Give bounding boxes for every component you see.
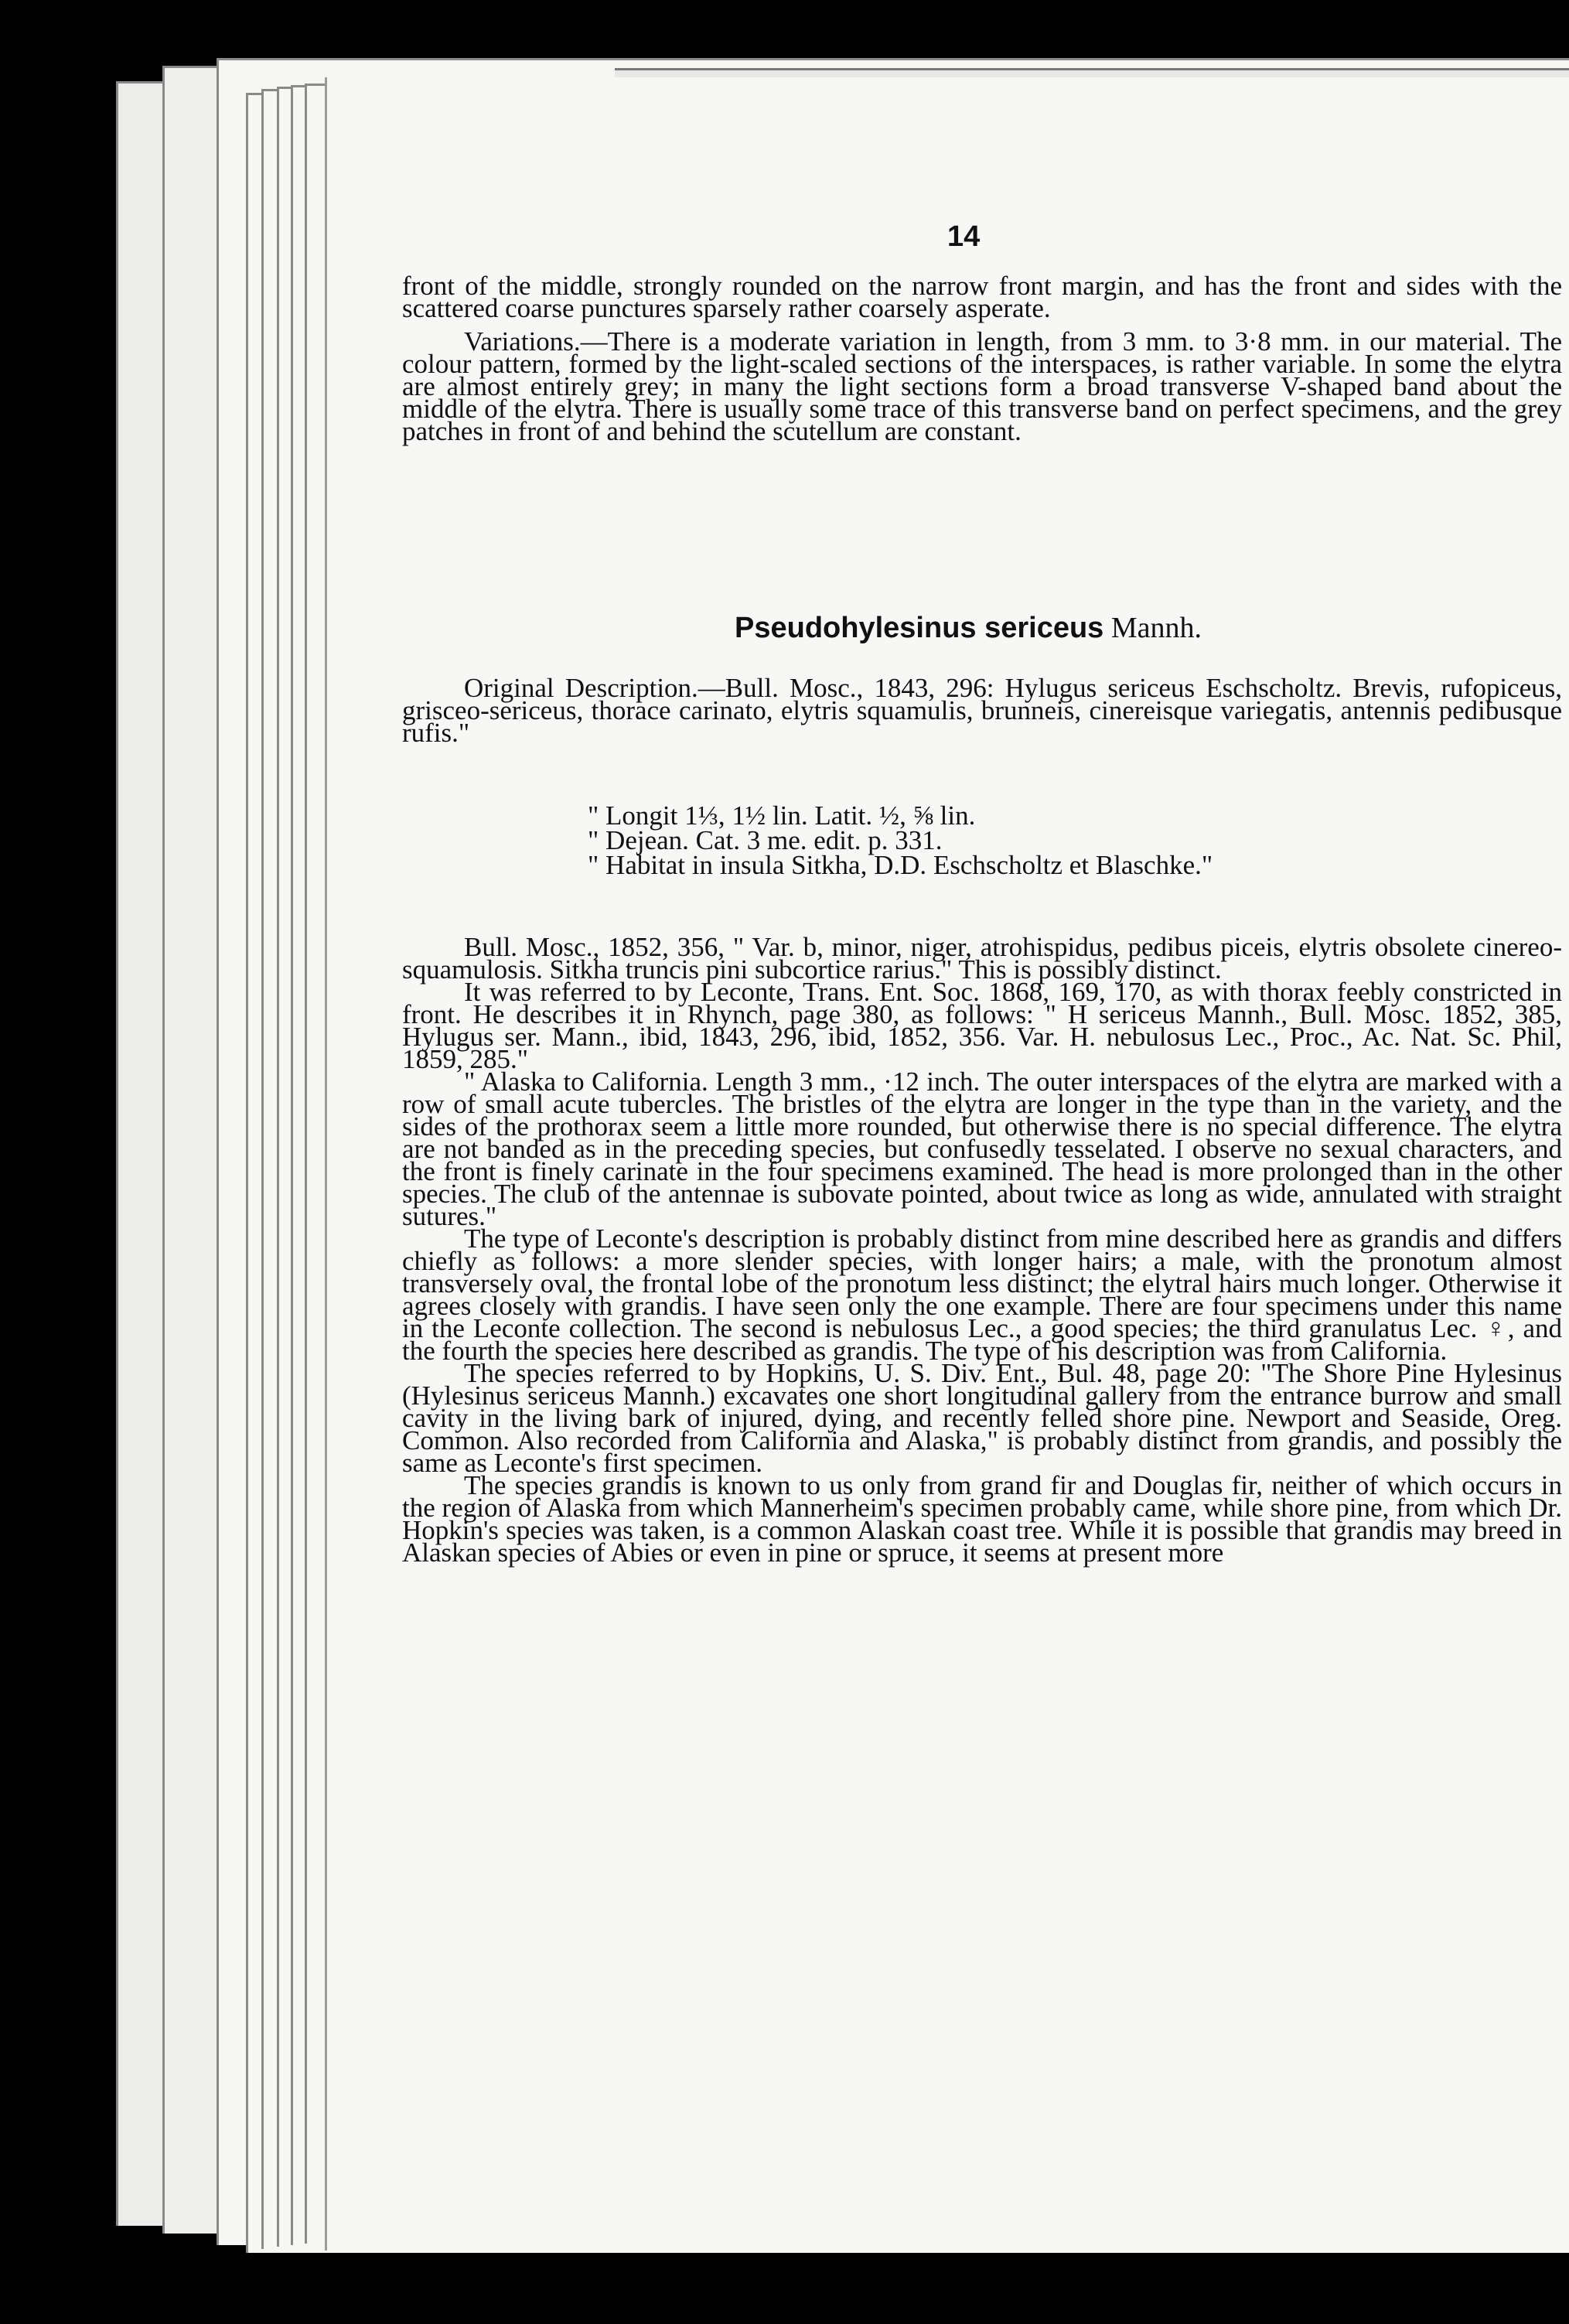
paragraph-type-comparison: The type of Leconte's description is probably distinct from mine described here as grandis and differs chiefly as follows: a more slender species, with longer hairs; a male, with the pronotum almost transversely oval, the frontal lobe of the pronotum less distinct; the elytral hairs much longer. Otherwise it agrees closely with grandis. I have seen only the one example. There are four specimens under this name in the Leconte collection. The second is nebulosus Lec., a good species; the third granulatus Lec. ♀, and the fourth the species here described as grandis. The type of his description was from California. <box>402 1223 1562 1366</box>
latin-quote-block <box>588 800 1516 880</box>
quote-line-1: " Longit 1⅓, 1½ lin. Latit. ½, ⅝ lin. <box>588 800 976 831</box>
species-name: Pseudohylesinus sericeus <box>735 612 1104 644</box>
paragraph-alaska-quote: " Alaska to California. Length 3 mm., ·12 inch. The outer interspaces of the elytra are marked with a row of small acute tubercles. The bristles of the elytra are longer in the type than in the variety, and the sides of the prothorax seem a little more rounded, but otherwise there is no special difference. The elytra are not banded as in the preceding species, but confusedly tesselated. I observe no sexual characters, and the front is finely carinate in the four specimens examined. The head is more prolonged than in the other species. The club of the antennae is subovate pointed, about twice as long as wide, annulated with straight sutures." <box>402 1066 1562 1231</box>
top-text-block <box>402 271 1562 446</box>
quote-line-2: " Dejean. Cat. 3 me. edit. p. 331. <box>588 825 943 855</box>
paragraph-continuation: front of the middle, strongly rounded on the narrow front margin, and has the front and sides with the scattered coarse punctures sparsely rather coarsely asperate. <box>402 271 1562 323</box>
quote-line-3: " Habitat in insula Sitkha, D.D. Eschscholtz et Blaschke." <box>588 850 1213 880</box>
paragraph-leconte-ref: It was referred to by Leconte, Trans. Ent. Soc. 1868, 169, 170, as with thorax feebly constricted in front. He describes it in Rhynch, page 380, as follows: " H sericeus Mannh., Bull. Mosc. 1852, 385, Hylugus ser. Mann., ibid, 1843, 296, ibid, 1852, 356. Var. H. nebulosus Lec., Proc., Ac. Nat. Sc. Phil, 1859, 285." <box>402 977 1562 1074</box>
species-heading <box>735 611 1202 645</box>
paragraph-variations: Variations.—There is a moderate variation in length, from 3 mm. to 3·8 mm. in our material. The colour pattern, formed by the light-scaled sections of the interspaces, is rather variable. In some the elytra are almost entirely grey; in many the light sections form a broad transverse V-shaped band about the middle of the elytra. There is usually some trace of this transverse band on perfect specimens, and the grey patches in front of and behind the scutellum are constant. <box>402 326 1562 446</box>
paragraph-hopkins: The species referred to by Hopkins, U. S. Div. Ent., Bul. 48, page 20: "The Shore Pine Hylesinus (Hylesinus sericeus Mannh.) excavates one short longitudinal gallery from the entrance burrow and small cavity in the living bark of injured, dying, and recently felled shore pine. Newport and Seaside, Oreg. Common. Also recorded from California and Alaska," is probably distinct from grandis, and possibly the same as Leconte's first specimen. <box>402 1358 1562 1478</box>
paragraph-bull-mosc: Bull. Mosc., 1852, 356, " Var. b, minor, niger, atrohispidus, pedibus piceis, elytris obsolete cinereo-squamulosis. Sitkha truncis pini subcortice rarius." This is possibly distinct. <box>402 932 1562 985</box>
original-description-block <box>402 673 1562 748</box>
bottom-text-block <box>402 932 1562 1568</box>
species-author: Mannh. <box>1110 612 1202 644</box>
paragraph-grandis: The species grandis is known to us only from grand fir and Douglas fir, neither of which occurs in the region of Alaska from which Mannerheim's specimen probably came, while shore pine, from which Dr. Hopkin's species was taken, is a common Alaskan coast tree. While it is possible that grandis may breed in Alaskan species of Abies or even in pine or spruce, it seems at present more <box>402 1470 1562 1568</box>
original-description: Original Description.—Bull. Mosc., 1843, 296: Hylugus sericeus Eschscholtz. Brevis, rufopiceus, grisceo-sericeus, thorace carinato, elytris squamulis, brunneis, cinereisque variegatis, antennis pedibusque rufis." <box>402 673 1562 748</box>
page-number: 14 <box>947 220 981 253</box>
